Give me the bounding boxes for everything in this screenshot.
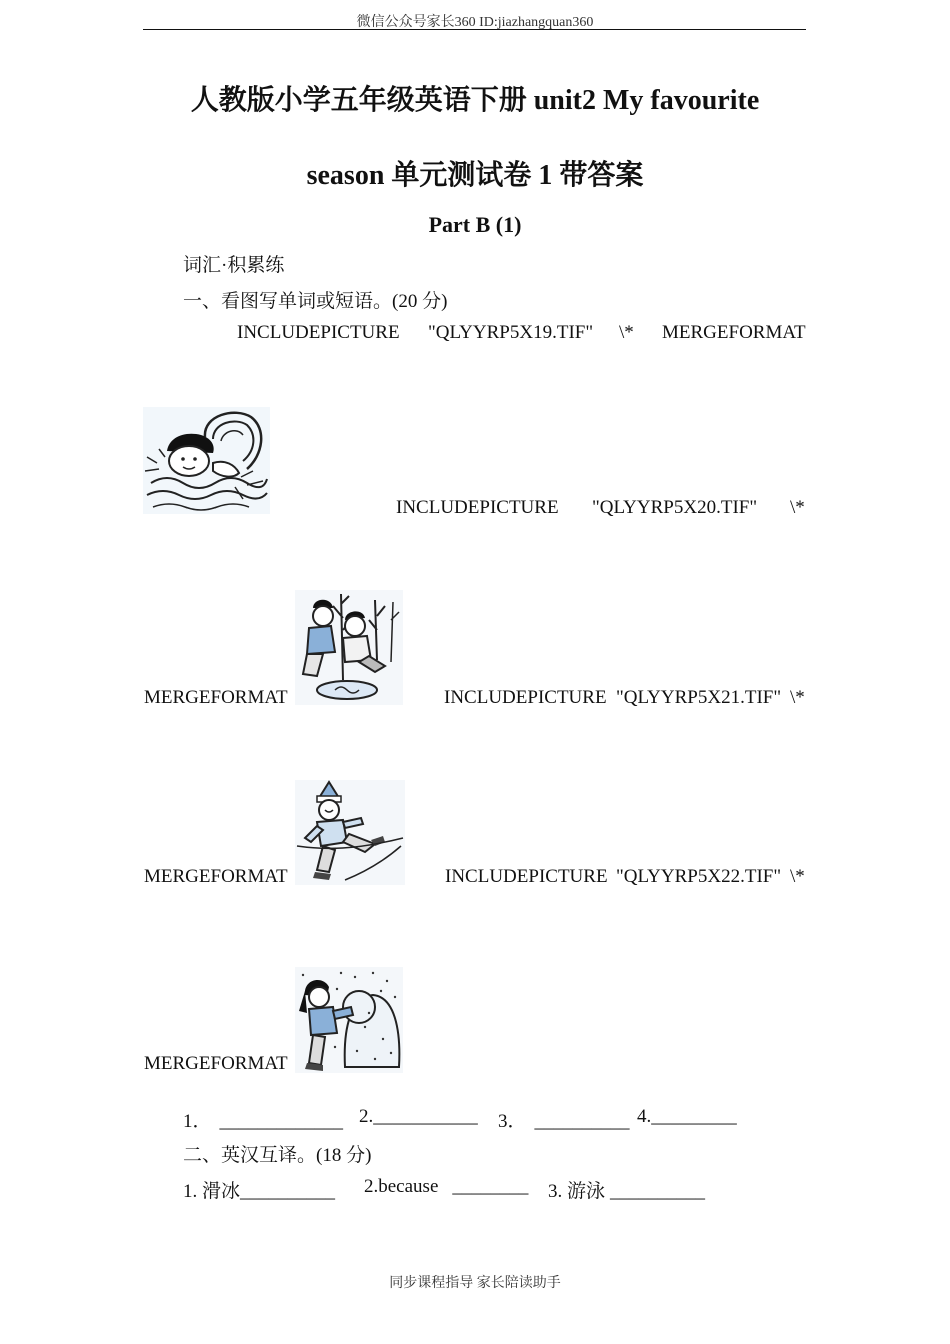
field-file-22: "QLYYRP5X22.TIF" <box>616 866 782 887</box>
answer-blank-1: 1． _____________ <box>183 1111 344 1132</box>
header-text: 微信公众号家长360 ID:jiazhangquan360 <box>356 15 594 30</box>
field-include-4: INCLUDEPICTURE <box>445 866 608 887</box>
translation-item-1: 1. 滑冰__________ <box>183 1181 336 1202</box>
section-label: 词汇·积累练 <box>183 255 285 276</box>
field-merge-1: MERGEFORMAT <box>662 322 806 343</box>
answer-blank-2: 2.___________ <box>359 1106 478 1127</box>
field-file-19: "QLYYRP5X19.TIF" <box>428 322 594 343</box>
field-merge-2: MERGEFORMAT <box>144 687 288 708</box>
swimming-boy-picture <box>143 407 270 514</box>
page-title-line-2: season 单元测试卷 1 带答案 <box>306 160 644 191</box>
translation-item-2: 2.because ________ <box>364 1176 529 1197</box>
question-1-heading: 一、看图写单词或短语。(20 分) <box>183 291 448 312</box>
answer-blank-4: 4._________ <box>637 1106 737 1127</box>
part-heading: Part B (1) <box>428 212 522 237</box>
field-switch-1: \* <box>619 322 634 343</box>
field-merge-3: MERGEFORMAT <box>144 866 288 887</box>
header-divider <box>143 29 806 30</box>
footer-text: 同步课程指导 家长陪读助手 <box>389 1276 561 1291</box>
field-switch-3: \* <box>790 687 805 708</box>
snowman-girl-picture <box>295 967 403 1073</box>
skating-boy-picture <box>295 780 405 885</box>
planting-trees-picture <box>295 590 403 705</box>
field-file-21: "QLYYRP5X21.TIF" <box>616 687 782 708</box>
field-switch-4: \* <box>790 866 805 887</box>
page-title-line-1: 人教版小学五年级英语下册 unit2 My favourite <box>190 85 760 116</box>
field-include-3: INCLUDEPICTURE <box>444 687 607 708</box>
field-file-20: "QLYYRP5X20.TIF" <box>592 497 758 518</box>
question-2-heading: 二、英汉互译。(18 分) <box>183 1145 372 1166</box>
answer-blank-3: 3． __________ <box>498 1111 630 1132</box>
translation-item-3: 3. 游泳 __________ <box>548 1181 706 1202</box>
field-include-2: INCLUDEPICTURE <box>396 497 559 518</box>
field-merge-4: MERGEFORMAT <box>144 1053 288 1074</box>
field-switch-2: \* <box>790 497 805 518</box>
field-include-1: INCLUDEPICTURE <box>237 322 400 343</box>
